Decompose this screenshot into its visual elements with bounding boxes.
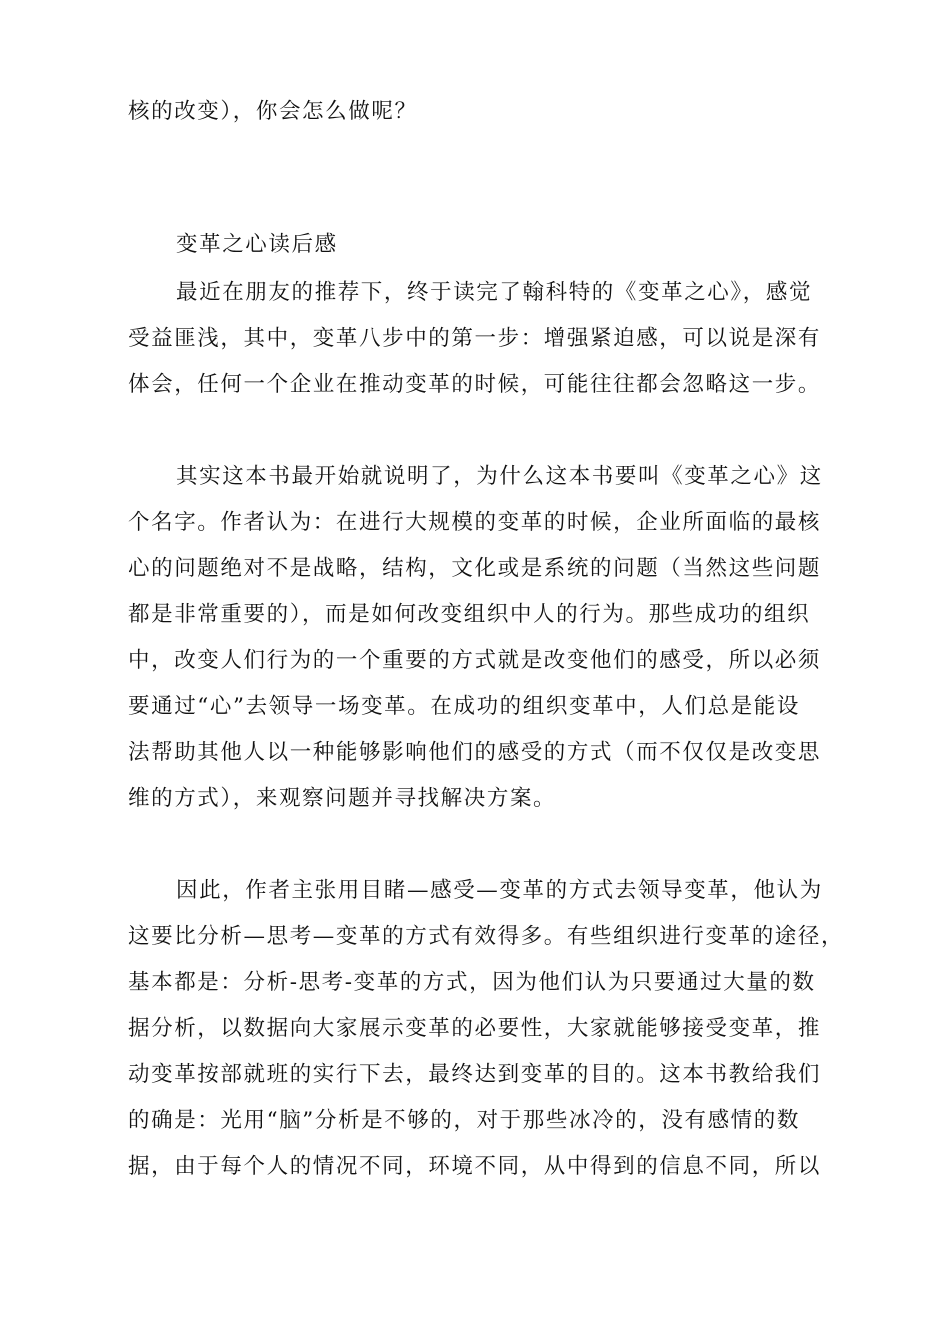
paragraph-line: 受益匪浅，其中，变革八步中的第一步：增强紧迫感，可以说是深有 — [128, 326, 822, 351]
paragraph-line: 的确是：光用“脑”分析是不够的，对于那些冰冷的，没有感情的数 — [128, 1108, 800, 1133]
paragraph-line: 据，由于每个人的情况不同，环境不同，从中得到的信息不同，所以 — [128, 1154, 822, 1179]
paragraph-line: 个名字。作者认为：在进行大规模的变革的时候，企业所面临的最核 — [128, 510, 822, 535]
paragraph-line: 心的问题绝对不是战略，结构，文化或是系统的问题（当然这些问题 — [128, 556, 822, 581]
paragraph-line: 中，改变人们行为的一个重要的方式就是改变他们的感受，所以必须 — [128, 648, 822, 673]
paragraph-line: 这要比分析—思考—变革的方式有效得多。有些组织进行变革的途径， — [128, 924, 845, 949]
paragraph-line: 要通过“心”去领导一场变革。在成功的组织变革中，人们总是能设 — [128, 694, 800, 719]
paragraph-line: 因此，作者主张用目睹—感受—变革的方式去领导变革，他认为 — [176, 878, 823, 903]
paragraph-line: 其实这本书最开始就说明了，为什么这本书要叫《变革之心》这 — [176, 464, 823, 489]
paragraph-line: 体会，任何一个企业在推动变革的时候，可能往往都会忽略这一步。 — [128, 372, 822, 397]
paragraph-line: 都是非常重要的），而是如何改变组织中人的行为。那些成功的组织 — [128, 602, 811, 627]
document-title: 变革之心读后感 — [176, 232, 338, 257]
paragraph-line: 维的方式），来观察问题并寻找解决方案。 — [128, 786, 557, 811]
paragraph-line: 法帮助其他人以一种能够影响他们的感受的方式（而不仅仅是改变思 — [128, 740, 822, 765]
paragraph-line: 基本都是：分析-思考-变革的方式，因为他们认为只要通过大量的数 — [128, 970, 816, 995]
continuation-line: 核的改变），你会怎么做呢？ — [128, 99, 418, 124]
paragraph-line: 据分析，以数据向大家展示变革的必要性，大家就能够接受变革，推 — [128, 1016, 822, 1041]
paragraph-line: 动变革按部就班的实行下去，最终达到变革的目的。这本书教给我们 — [128, 1062, 822, 1087]
paragraph-line: 最近在朋友的推荐下，终于读完了翰科特的《变革之心》，感觉 — [176, 280, 813, 305]
